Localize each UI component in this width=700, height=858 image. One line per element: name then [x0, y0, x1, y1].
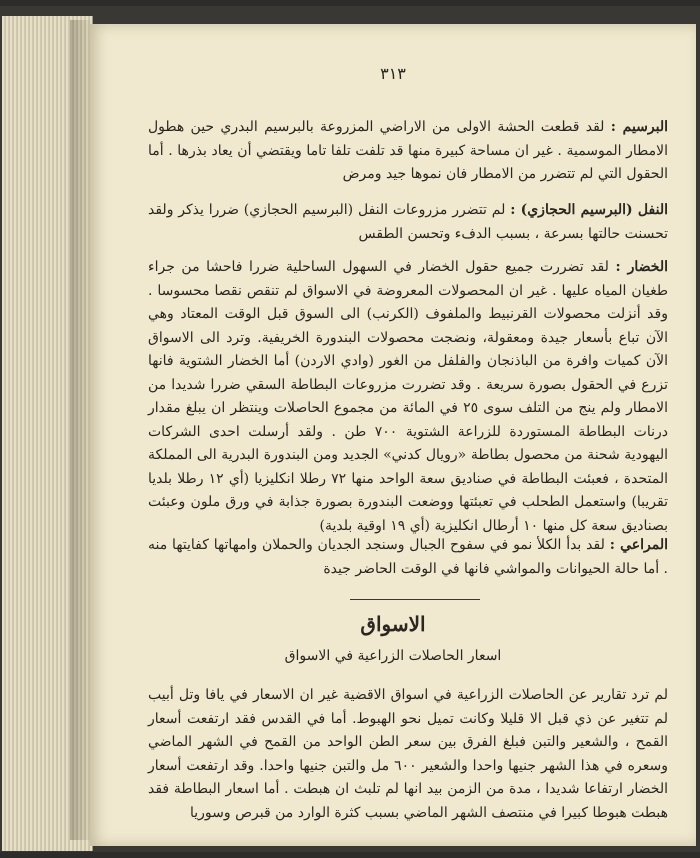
paragraph-text: لقد قطعت الحشة الاولى من الاراضي المزروعة بالبرسيم البدري حين هطول الامطار الموسمية . غير ان مساحة كبيرة منها قد تلفت تلفا تاما ويقتضي أن يعاد بذرها . أما الحقول التي لم تتضرر من الامطار فان نموها جيد ومرض [148, 119, 668, 182]
book-block [0, 6, 700, 852]
book-page [90, 24, 696, 846]
paragraph-lead: المراعي : [609, 537, 668, 553]
page-number: ٣١٣ [380, 64, 406, 83]
paragraph-barseem [148, 116, 668, 187]
paragraph-lead: البرسيم : [610, 119, 669, 135]
paragraph-text: لقد بدأ الكلأ نمو في سفوح الجبال وسنجد الجديان والحملان وامهاتها كفايتها منه . أما حالة الحيوانات والمواشي فانها في الوقت الحاضر جيدة [148, 537, 668, 577]
section-divider [350, 599, 480, 600]
paragraph-lead: النفل (البرسيم الحجازي) : [510, 202, 668, 218]
paragraph-khudar [148, 256, 668, 538]
paragraph-nafal [148, 199, 668, 246]
page-content [90, 24, 696, 846]
section-title: الاسواق [360, 612, 426, 636]
section-subheading: اسعار الحاصلات الزراعية في الاسواق [284, 648, 502, 664]
paragraph-text: لم تتضرر مزروعات النفل (البرسيم الحجازي) ضررا يذكر ولقد تحسنت حالتها بسرعة ، بسبب الدفء وتحسن الطقس [148, 202, 668, 242]
paragraph-lead: الخضار : [615, 259, 668, 275]
paragraph-text: لقد تضررت جميع حقول الخضار في السهول الساحلية ضررا فاحشا من جراء طغيان المياه عليها . غير ان المحصولات المعروضة في الاسواق لم تنقص نقصا محسوسا . وقد أنزلت محصولات القرنبيط والملفوف (الكرنب) الى السوق قبل الوقت المعتاد وهي الآن تباع بأسعار جيدة ومعقولة، ونضجت محصولات البندورة الخريفية. وترد الى الاسواق الآن كميات وافرة من الباذنجان والفلفل من الغور (وادي الاردن) أما الخضار الشتوية فانها تزرع في الحقول بصورة سريعة . وقد تضررت مزروعات البطاطة السقي ضررا شديدا من الامطار ولم ينج من التلف سوى ٢٥ في المائة من مجموع الحاصلات وينتظر ان يبلغ مقدار درنات البطاطة المستوردة للزراعة الشتوية ٧٠٠ طن . ولقد أرسلت احدى الشركات اليهودية شحنة من محصول بطاطة «رويال كدني» الجديد ومن البندورة البدرية الى المملكة المتحدة ، فعبئت البطاطة في صناديق سعة الواحد منها ٧٢ رطلا انكليزيا (أي ١٢ رطلا بلديا تقريبا) واستعمل الطحلب في تعبئتها ووضعت البندورة بصورة جذابة في ورق ملون وعبئت بصناديق سعة كل منها ١٠ أرطال انكليزية (أي ١٩ اوقية بلدية) [148, 259, 668, 534]
paragraph-maraai [148, 534, 668, 581]
paragraph-markets: لم ترد تقارير عن الحاصلات الزراعية في اسواق الاقضية غير ان الاسعار في يافا وتل أبيب لم تتغير عن ذي قبل الا قليلا وكانت تميل نحو الهبوط. أما في القدس فقد ارتفعت أسعار القمح ، والشعير والتبن فبلغ الفرق بين سعر الطن الواحد من القمح في الشهر الماضي وسعره في هذا الشهر جنيها واحدا والشعير ٦٠٠ مل والتبن جنيها واحدا. وقد ارتفعت أسعار الخضار ارتفاعا شديدا ، مدة من الزمن بيد انها لم تلبث ان هبطت . أما اسعار البطاطة فقد هبطت هبوطا كبيرا في منتصف الشهر الماضي بسبب كثرة الوارد من قبرص وسوريا [148, 687, 668, 821]
